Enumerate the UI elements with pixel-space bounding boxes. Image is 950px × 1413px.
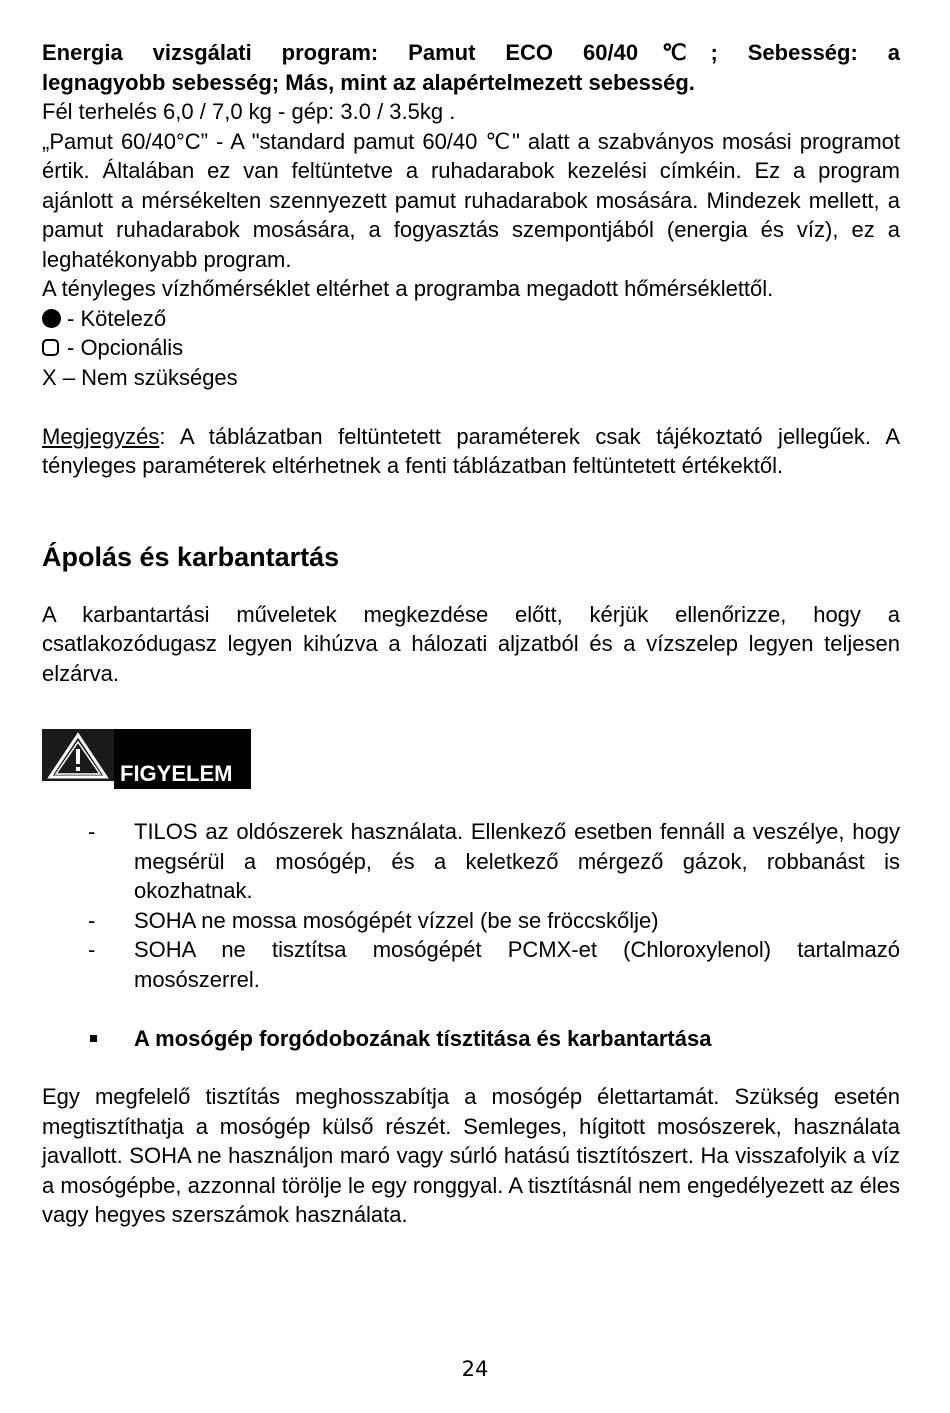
note-label: Megjegyzés xyxy=(42,423,160,449)
warning-item: - SOHA ne mossa mosógépét vízzel (be se fröccskőlje) xyxy=(88,907,659,933)
warning-item: - TILOS az oldószerek használata. Ellenkező esetben fennáll a veszélye, hogy megsérül a mosógép, és a keletkező mérgező gázok, robbanást is okozhatnak. xyxy=(88,819,900,903)
warning-triangle-icon xyxy=(42,729,114,781)
drum-heading: A mosógép forgódobozának tísztitása és karbantartása xyxy=(42,1024,900,1054)
legend-not-needed-label: – Nem szükséges xyxy=(62,364,238,390)
warning-label: FIGYELEM xyxy=(120,761,233,786)
document-page xyxy=(42,38,900,1230)
filled-circle-icon xyxy=(42,309,61,328)
warning-item: - SOHA ne tisztítsa mosógépét PCMX-et (Chloroxylenol) tartalmazó mosószerrel. xyxy=(88,937,900,992)
cotton-program-paragraph: „Pamut 60/40°C” - A "standard pamut 60/40 ℃" alatt a szabványos mosási programot értik. Általában ez van feltüntetve a ruhadarabok kezelési címkéin. Ez a program ajánlott a mérsékelten szennyezett pamut ruhadarabok mosására. Mindezek mellett, a pamut ruhadarabok mosására, a fogyasztás szempontjából (energia és víz), ez a leghatékonyabb program. xyxy=(42,128,900,272)
energy-program-heading xyxy=(42,38,900,68)
square-bullet-icon xyxy=(90,1035,97,1042)
note-text: A táblázatban feltüntetett paraméterek csak tájékoztató jellegűek. A tényleges paraméterek eltérhetnek a fenti táblázatban feltüntetett értékektől. xyxy=(42,423,900,478)
care-heading: Ápolás és karbantartás xyxy=(42,541,340,572)
temperature-note: A tényleges vízhőmérséklet eltérhet a programba megadott hőmérséklettől. xyxy=(42,276,774,301)
legend-mandatory-label: - Kötelező xyxy=(67,305,167,331)
empty-circle-icon xyxy=(42,339,59,356)
care-intro-paragraph: A karbantartási műveletek megkezdése előtt, kérjük ellenőrizze, hogy a csatlakozódugasz legyen kihúzva a hálozati aljzatból és a vízszelep legyen teljesen elzárva. xyxy=(42,601,900,686)
page-number: 24 xyxy=(461,1357,489,1381)
legend-x-symbol: X xyxy=(42,364,57,390)
legend-optional-label: - Opcionális xyxy=(67,335,184,360)
energy-heading-line2: legnagyobb sebesség; Más, mint az alapértelmezett sebesség. xyxy=(42,69,695,95)
warning-list xyxy=(42,817,900,994)
energy-heading-line1: Energia vizsgálati program: Pamut ECO 60/40℃; Sebesség: a xyxy=(42,40,900,65)
warning-badge xyxy=(42,729,252,789)
drum-paragraph: Egy megfelelő tisztítás meghosszabítja a mosógép élettartamát. Szükség esetén megtisztíthatja a mosógép külső részét. Semleges, hígitott mosószerek, használata javallott. SOHA ne használjon maró vagy súrló hatású tisztítószert. Ha visszafolyik a víz a mosógépbe, azzonnal törölje le egy ronggyal. A tisztításnál nem engedélyezett az éles vagy hegyes szerszámok használata. xyxy=(42,1084,900,1227)
half-load-line: Fél terhelés 6,0 / 7,0 kg - gép: 3.0 / 3.5kg . xyxy=(42,99,456,124)
legend-mandatory xyxy=(42,304,900,334)
note-paragraph: Megjegyzés: A táblázatban feltüntetett paraméterek csak tájékoztató jellegűek. A tényleges paraméterek eltérhetnek a fenti táblázatban feltüntetett értékektől. xyxy=(42,423,900,478)
legend-optional xyxy=(42,333,900,363)
legend-not-needed xyxy=(42,363,900,393)
